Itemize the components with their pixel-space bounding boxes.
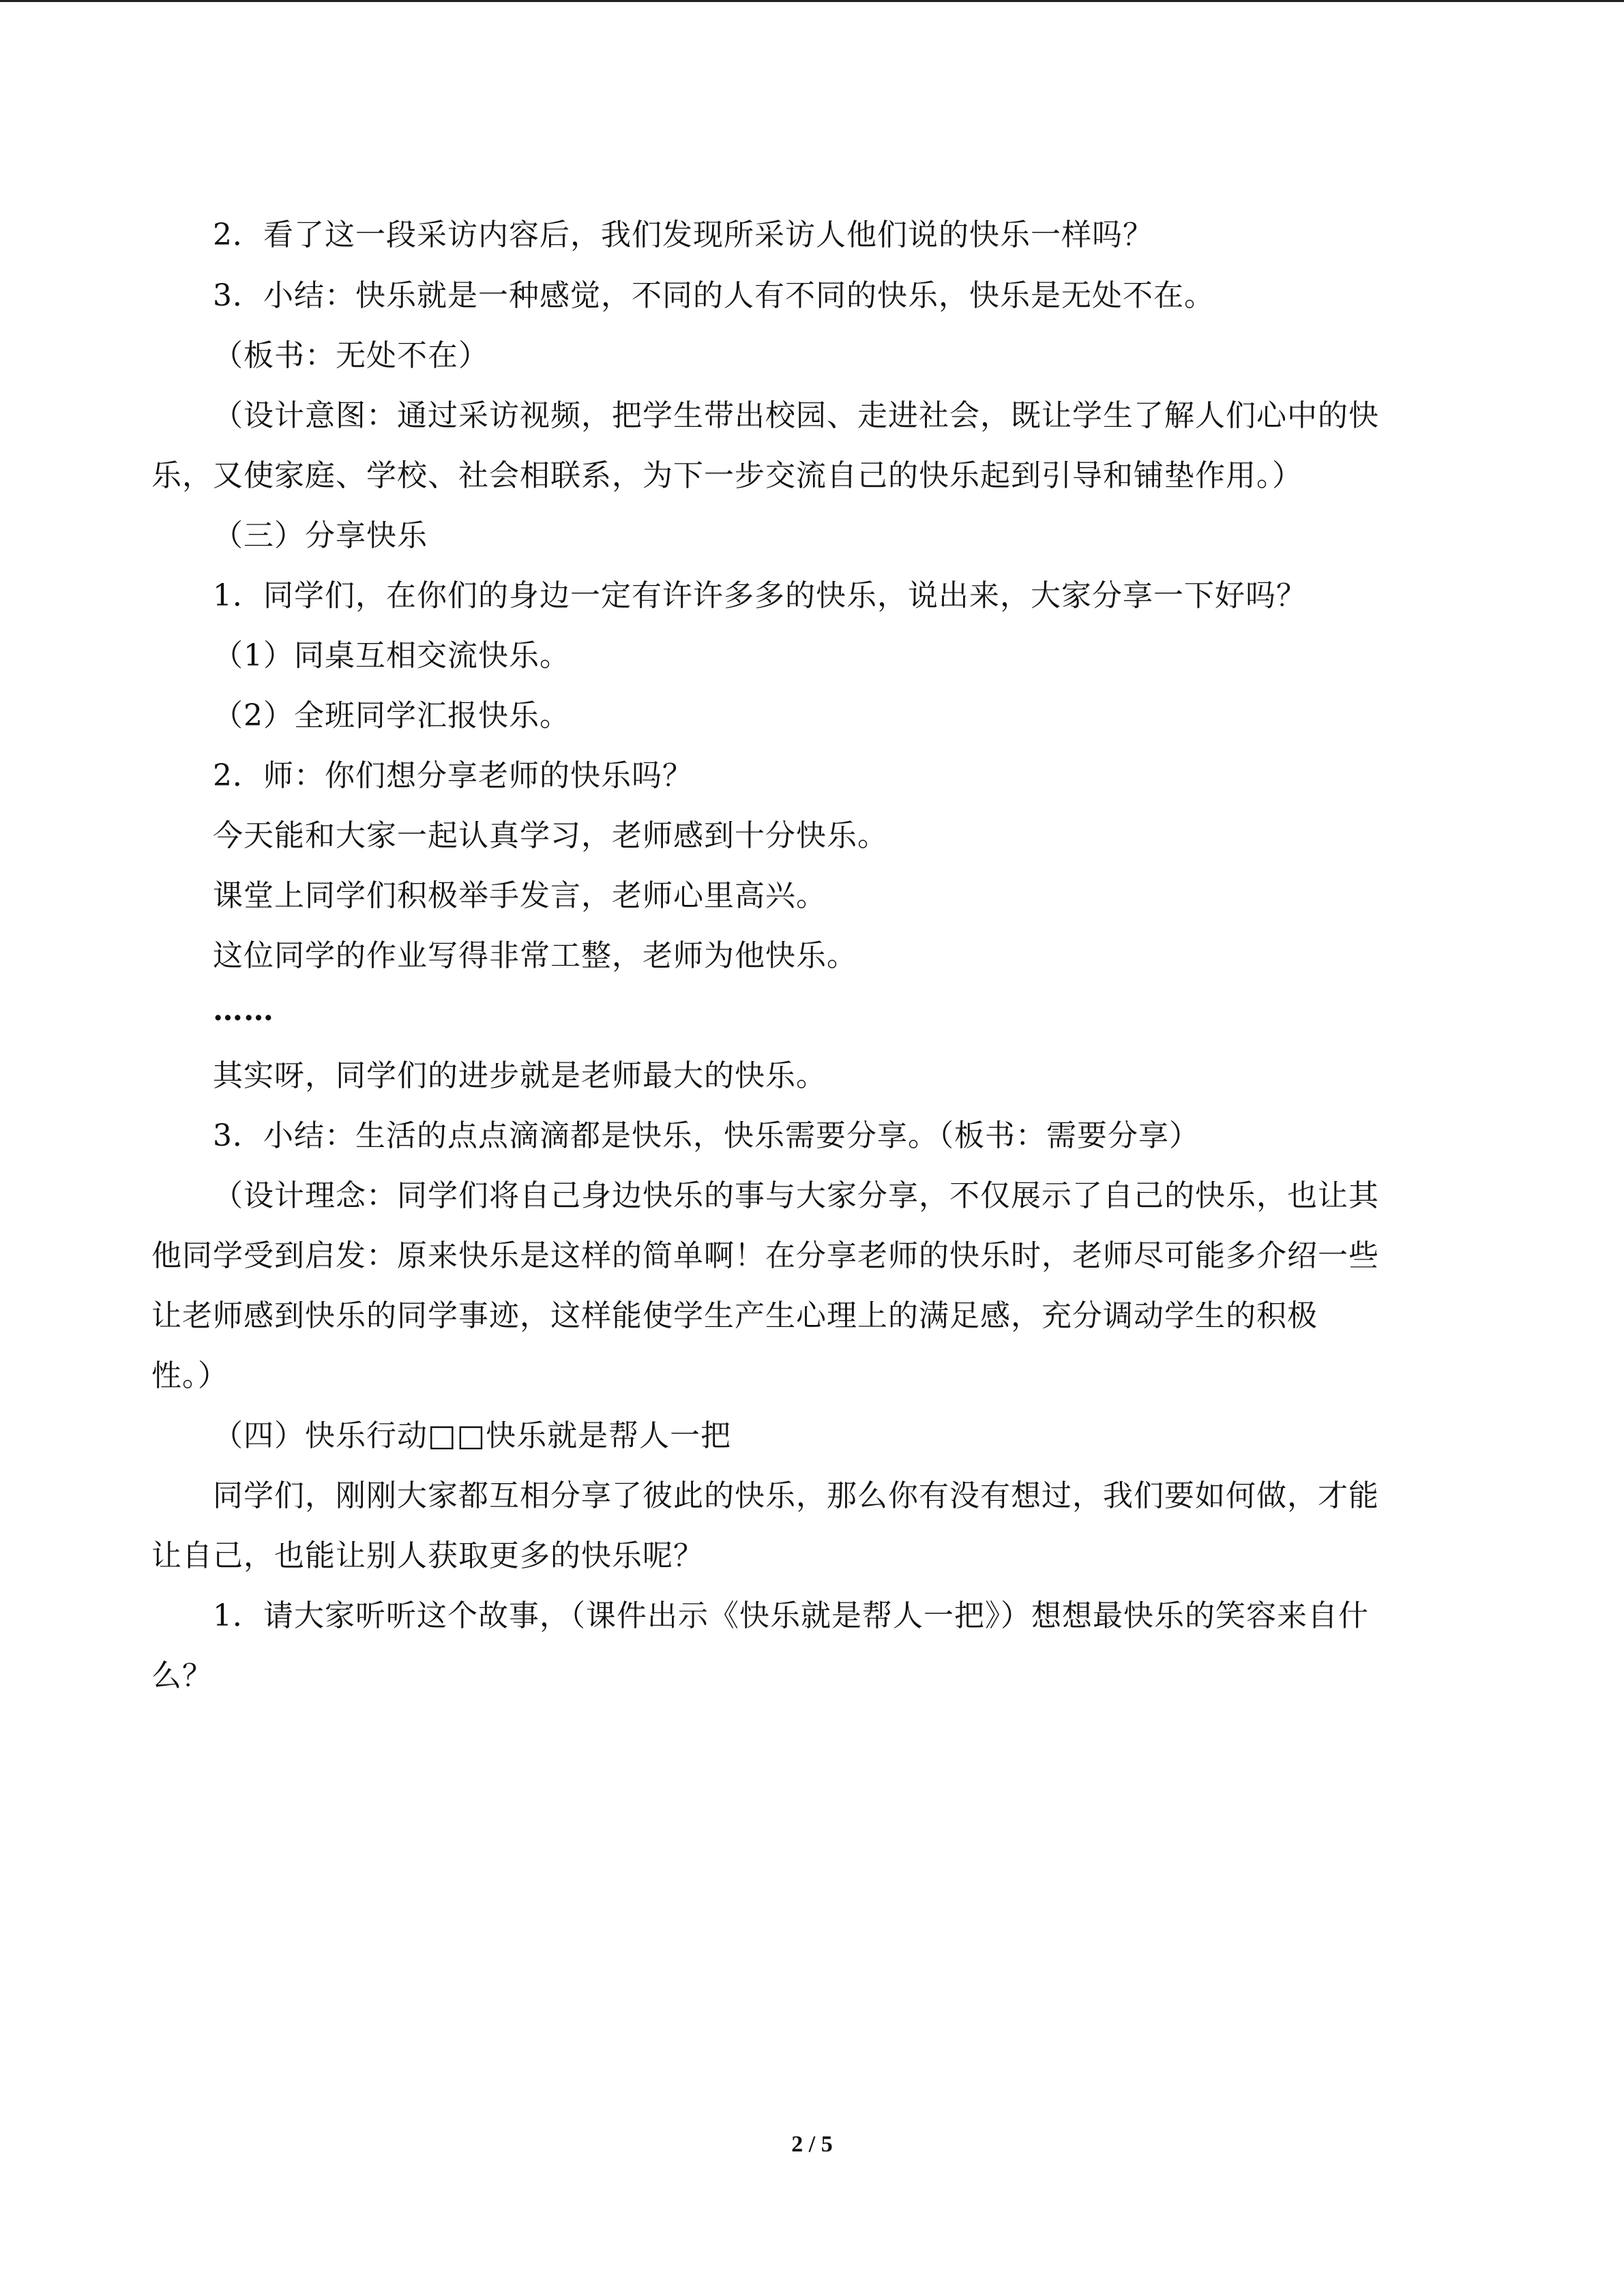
text-line: （2）全班同学汇报快乐。 xyxy=(213,698,570,733)
text-line: （设计理念：同学们将自己身边快乐的事与大家分享，不仅展示了自己的快乐，也让其 xyxy=(213,1178,1379,1213)
text-line: 今天能和大家一起认真学习，老师感到十分快乐。 xyxy=(213,818,888,853)
text-line: 性。） xyxy=(151,1358,228,1393)
text-line: 同学们，刚刚大家都互相分享了彼此的快乐，那么你有没有想过，我们要如何做，才能 xyxy=(213,1478,1379,1513)
text-line: 让老师感到快乐的同学事迹，这样能使学生产生心理上的满足感，充分调动学生的积极 xyxy=(151,1298,1318,1333)
text-line: 2．看了这一段采访内容后，我们发现所采访人他们说的快乐一样吗？ xyxy=(213,218,1153,252)
text-line: 么？ xyxy=(151,1658,213,1693)
text-line: 2．师：你们想分享老师的快乐吗？ xyxy=(213,758,693,793)
page-number: 2 / 5 xyxy=(791,2132,833,2157)
text-line: 其实呀，同学们的进步就是老师最大的快乐。 xyxy=(213,1058,827,1093)
text-line: 让自己，也能让别人获取更多的快乐呢？ xyxy=(151,1538,704,1573)
text-line: 3．小结：快乐就是一种感觉，不同的人有不同的快乐，快乐是无处不在。 xyxy=(213,278,1215,313)
text-line: 1．同学们，在你们的身边一定有许许多多的快乐，说出来，大家分享一下好吗？ xyxy=(213,578,1307,613)
text-line: 1．请大家听听这个故事，（课件出示《快乐就是帮人一把》）想想最快乐的笑容来自什 xyxy=(213,1598,1369,1633)
text-line: 课堂上同学们积极举手发言，老师心里高兴。 xyxy=(213,878,827,913)
text-line: 这位同学的作业写得非常工整，老师为他快乐。 xyxy=(213,938,857,973)
text-line: 3．小结：生活的点点滴滴都是快乐，快乐需要分享。（板书：需要分享） xyxy=(213,1118,1200,1153)
section-heading: （四）快乐行动□□快乐就是帮人一把 xyxy=(213,1418,732,1453)
ellipsis-line: …… xyxy=(213,993,274,1028)
text-line: （1）同桌互相交流快乐。 xyxy=(213,638,570,673)
text-line: 乐，又使家庭、学校、社会相联系，为下一步交流自己的快乐起到引导和铺垫作用。） xyxy=(151,458,1303,493)
text-line: 他同学受到启发：原来快乐是这样的简单啊！在分享老师的快乐时，老师尽可能多介绍一些 xyxy=(151,1238,1379,1273)
section-heading: （三）分享快乐 xyxy=(213,518,428,553)
text-line: （板书：无处不在） xyxy=(213,338,489,373)
text-line: （设计意图：通过采访视频，把学生带出校园、走进社会，既让学生了解人们心中的快 xyxy=(213,398,1379,433)
